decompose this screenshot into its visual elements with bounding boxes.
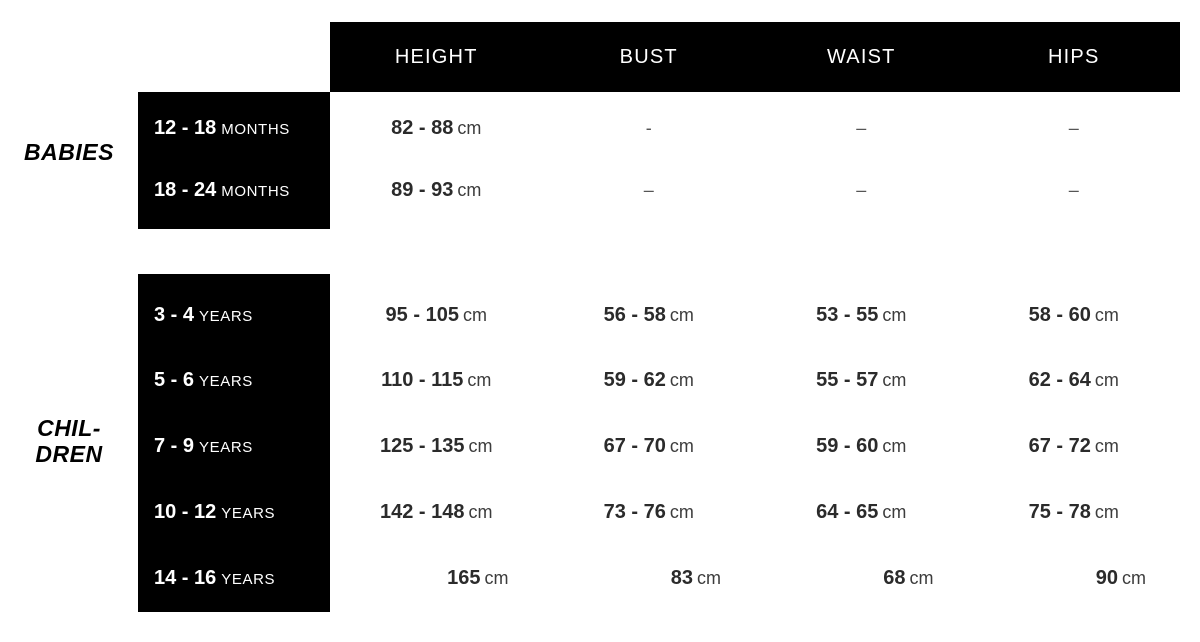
cell-value: 56 - 58 (603, 303, 666, 326)
size-label (138, 435, 330, 458)
cell-value: 89 - 93 (391, 178, 454, 201)
size-label (138, 179, 330, 202)
cell-value: 73 - 76 (603, 500, 666, 523)
cell-value: 55 - 57 (816, 368, 879, 391)
cell-unit: cm (882, 435, 907, 456)
cell-bust (543, 567, 756, 590)
table-row (138, 97, 1180, 159)
group-label-children: CHIL- DREN (35, 415, 103, 468)
cell-unit: cm (468, 501, 493, 522)
cell-value: 59 - 60 (816, 434, 879, 457)
cell-value: 90 (1095, 566, 1118, 589)
cell-value: - (645, 117, 652, 138)
table-row (138, 547, 1180, 609)
cell-unit: cm (484, 567, 509, 588)
cell-value: 59 - 62 (603, 368, 666, 391)
cell-value: – (856, 117, 867, 138)
cell-unit: cm (669, 369, 694, 390)
cell-bust (543, 180, 756, 201)
group-label-babies: BABIES (24, 139, 114, 165)
cell-value: 82 - 88 (391, 116, 454, 139)
measurement-cells (330, 117, 1180, 140)
cell-value: – (1068, 179, 1079, 200)
cell-height (330, 567, 543, 590)
cell-height (330, 435, 543, 458)
table-row (138, 349, 1180, 411)
cell-value: 142 - 148 (379, 500, 465, 523)
cell-waist (755, 567, 968, 590)
cell-height (330, 501, 543, 524)
size-unit: MONTHS (221, 182, 290, 200)
cell-unit: cm (457, 179, 482, 200)
cell-hips (968, 501, 1181, 524)
cell-unit: cm (1094, 501, 1119, 522)
cell-hips (968, 304, 1181, 327)
cell-value: 62 - 64 (1028, 368, 1091, 391)
measurement-cells (330, 179, 1180, 202)
cell-unit: cm (1094, 369, 1119, 390)
measurement-cells (330, 304, 1180, 327)
cell-value: 110 - 115 (381, 368, 464, 391)
cell-height (330, 117, 543, 140)
cell-unit: cm (697, 567, 721, 588)
cell-value: 125 - 135 (379, 434, 465, 457)
size-range: 3 - 4 (154, 303, 195, 326)
cell-unit: cm (467, 369, 492, 390)
size-range: 7 - 9 (154, 434, 195, 457)
cell-unit: cm (462, 304, 487, 325)
cell-unit: cm (882, 304, 907, 325)
size-label (138, 369, 330, 392)
cell-hips (968, 180, 1181, 201)
cell-unit: cm (468, 435, 493, 456)
cell-height (330, 369, 543, 392)
cell-waist (755, 369, 968, 392)
size-label (138, 567, 330, 590)
column-header-waist: WAIST (826, 45, 896, 68)
size-range: 18 - 24 (154, 178, 217, 201)
measurement-cells (330, 567, 1180, 590)
cell-value: – (1068, 117, 1079, 138)
table-row (138, 159, 1180, 221)
cell-height (330, 304, 543, 327)
measurement-cells (330, 435, 1180, 458)
size-range: 10 - 12 (154, 500, 217, 523)
column-header-height: HEIGHT (394, 45, 478, 68)
cell-value: 95 - 105 (385, 303, 459, 326)
cell-unit: cm (669, 304, 694, 325)
cell-bust (543, 435, 756, 458)
cell-waist (755, 180, 968, 201)
size-unit: YEARS (199, 307, 253, 325)
cell-value: 83 (670, 566, 693, 589)
column-header-hips: HIPS (1048, 45, 1100, 68)
cell-unit: cm (669, 501, 694, 522)
cell-waist (755, 304, 968, 327)
cell-unit: cm (1094, 435, 1119, 456)
cell-hips (968, 567, 1181, 590)
cell-bust (543, 118, 756, 139)
cell-unit: cm (882, 501, 907, 522)
table-row (138, 284, 1180, 346)
size-unit: MONTHS (221, 120, 290, 138)
column-header-bust: BUST (619, 45, 678, 68)
cell-value: – (856, 179, 867, 200)
measurement-cells (330, 501, 1180, 524)
cell-value: 67 - 72 (1028, 434, 1091, 457)
cell-value: 67 - 70 (603, 434, 666, 457)
cell-hips (968, 369, 1181, 392)
cell-unit: cm (882, 369, 907, 390)
cell-value: 53 - 55 (816, 303, 879, 326)
cell-value: 64 - 65 (816, 500, 879, 523)
size-range: 5 - 6 (154, 368, 195, 391)
size-label (138, 304, 330, 327)
size-label (138, 501, 330, 524)
cell-value: 75 - 78 (1028, 500, 1091, 523)
size-range: 12 - 18 (154, 116, 217, 139)
size-unit: YEARS (199, 372, 253, 390)
cell-unit: cm (1122, 567, 1146, 588)
size-unit: YEARS (221, 570, 276, 588)
cell-waist (755, 501, 968, 524)
size-unit: YEARS (199, 438, 253, 456)
cell-hips (968, 435, 1181, 458)
cell-waist (755, 118, 968, 139)
cell-height (330, 179, 543, 202)
cell-value: 68 (883, 566, 906, 589)
cell-unit: cm (669, 435, 694, 456)
cell-bust (543, 501, 756, 524)
size-range: 14 - 16 (154, 566, 217, 589)
table-header-row (330, 22, 1180, 92)
cell-bust (543, 369, 756, 392)
cell-unit: cm (457, 117, 482, 138)
cell-value: – (643, 179, 654, 200)
cell-bust (543, 304, 756, 327)
cell-value: 58 - 60 (1028, 303, 1091, 326)
cell-value: 165 (447, 566, 481, 589)
size-label (138, 117, 330, 140)
cell-waist (755, 435, 968, 458)
cell-unit: cm (1094, 304, 1119, 325)
cell-hips (968, 118, 1181, 139)
table-row (138, 415, 1180, 477)
cell-unit: cm (909, 567, 934, 588)
measurement-cells (330, 369, 1180, 392)
table-row (138, 481, 1180, 543)
size-unit: YEARS (221, 504, 276, 522)
